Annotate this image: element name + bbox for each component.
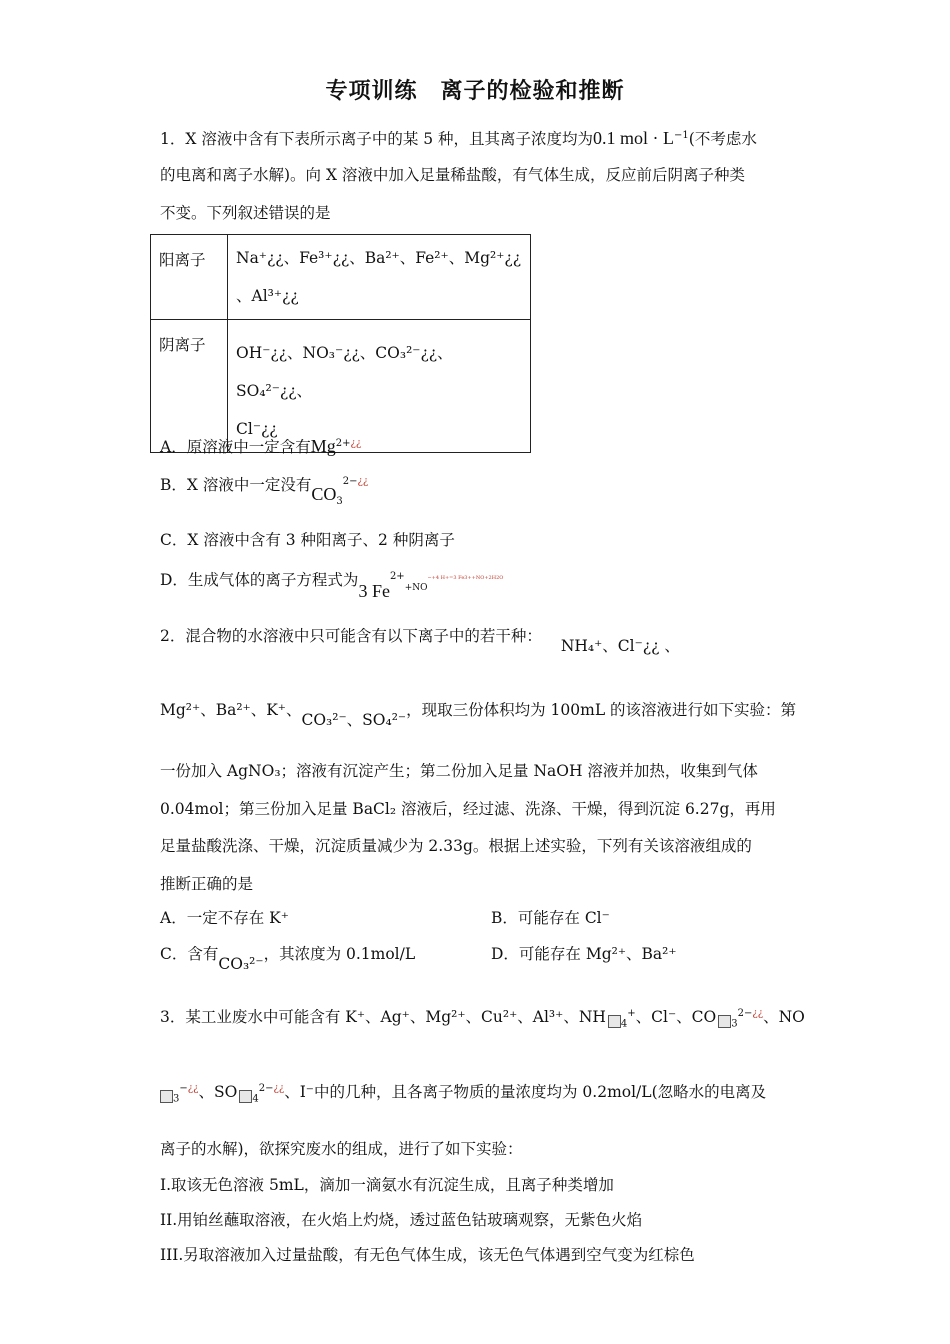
q1-option-d-text: D．生成气体的离子方程式为 <box>160 571 359 590</box>
q3-stem-line2: $_3$−¿¿、SO $_4^{2-¿¿}$、I⁻中的几种，且各离子物质的量浓度均为 0.2mol/L(忽略水的电离及 <box>160 1079 766 1103</box>
q1-concentration-exponent: −1 <box>674 129 689 141</box>
q1-option-c: C．X 溶液中含有 3 种阳离子、2 种阴离子 <box>160 531 455 549</box>
q1-option-a-ion: Mg <box>310 436 336 457</box>
anion-list <box>228 320 531 453</box>
q3-ion-list-2: 、Cl⁻、CO <box>635 1008 717 1027</box>
missing-glyph-box <box>608 1015 621 1028</box>
q1-option-d-tail: +NO <box>404 583 428 594</box>
q1-option-b-charge: 2− <box>342 476 358 487</box>
anion-row <box>151 320 531 453</box>
q2-stem-line1 <box>160 626 680 655</box>
q1-option-d-garbled: −+4 H+=3 Fe3++NO+2H2O <box>427 575 504 581</box>
cation-list-line1: Na⁺¿¿、Fe³⁺¿¿、Ba²⁺、Fe²⁺、Mg²⁺¿¿ <box>236 249 522 267</box>
q2-ion-list-3: CO₃²⁻、SO₄²⁻ <box>301 711 407 729</box>
q2-stem-text-2: ，现取三份体积均为 100mL 的该溶液进行如下实验：第 <box>406 701 797 719</box>
q2-option-b: B．可能存在 Cl⁻ <box>491 909 610 927</box>
q2-ion-list-1: NH₄⁺、Cl⁻¿¿ 、 <box>560 637 680 655</box>
q1-stem-line1 <box>160 128 757 149</box>
q2-option-c <box>160 944 416 973</box>
anion-header: 阴离子 <box>151 320 228 453</box>
q1-stem-text: 1．X 溶液中含有下表所示离子中的某 5 种，且其离子浓度均为 <box>160 130 594 148</box>
q1-stem-line2: 的电离和离子水解)。向 X 溶液中加入足量稀盐酸，有气体生成，反应前后阴离子种类 <box>160 166 745 184</box>
q3-stem-line3: 离子的水解)，欲探究废水的组成，进行了如下实验： <box>160 1140 523 1158</box>
missing-glyph-box <box>718 1015 731 1028</box>
q1-option-d-equation: 3 Fe <box>358 581 390 602</box>
q3-step-2: II.用铂丝蘸取溶液，在火焰上灼烧，透过蓝色钴玻璃观察，无紫色火焰 <box>160 1211 643 1229</box>
q3-ion-list-1: 3．某工业废水中可能含有 K⁺、Ag⁺、Mg²⁺、Cu²⁺、Al³⁺、NH <box>160 1008 606 1027</box>
q2-stem-line5: 足量盐酸洗涤、干燥，沉淀质量减少为 2.33g。根据上述实验，下列有关该溶液组成的 <box>160 837 752 855</box>
q1-option-d <box>160 568 504 602</box>
q3-ion-list-4: 、SO <box>198 1083 238 1102</box>
q1-option-b: B．X 溶液中一定没有$CO_3^{2-¿¿}$ <box>160 476 369 508</box>
cation-row <box>151 235 531 320</box>
ion-table <box>150 234 531 453</box>
q1-option-d-charge: 2+ <box>389 571 405 582</box>
anion-list-line2: Cl⁻¿¿ <box>236 420 278 438</box>
q2-stem-line2 <box>160 700 797 729</box>
q2-stem-line4: 0.04mol；第三份加入足量 BaCl₂ 溶液后，经过滤、洗涤、干燥，得到沉淀 6.27g，再用 <box>160 800 776 818</box>
q1-stem-line3: 不变。下列叙述错误的是 <box>160 204 331 222</box>
q3-step-1: I.取该无色溶液 5mL，滴加一滴氨水有沉淀生成，且离子种类增加 <box>160 1176 614 1194</box>
q3-step-3: III.另取溶液加入过量盐酸，有无色气体生成，该无色气体遇到空气变为红棕色 <box>160 1246 695 1264</box>
cation-list-line2: 、Al³⁺¿¿ <box>236 287 299 305</box>
q2-stem-text: 2．混合物的水溶液中只可能含有以下离子中的若干种： <box>160 627 542 645</box>
q1-option-a-charge: 2+ <box>335 438 351 449</box>
q1-concentration: 0.1 mol · L <box>593 128 675 148</box>
q2-stem-line3: 一份加入 AgNO₃；溶液有沉淀产生；第二份加入足量 NaOH 溶液并加热，收集到气体 <box>160 762 758 780</box>
q1-option-b-ion: CO <box>311 484 337 505</box>
anion-list-line1: OH⁻¿¿、NO₃⁻¿¿、CO₃²⁻¿¿、SO₄²⁻¿¿、 <box>236 344 453 400</box>
q1-option-a: A．原溶液中一定含有$Mg^{2+¿¿}$ <box>160 436 362 457</box>
missing-glyph-box <box>239 1090 252 1103</box>
page-title: 专项训练 离子的检验和推断 <box>325 78 625 104</box>
q2-option-c-tail: ，其浓度为 0.1mol/L <box>263 945 416 963</box>
cation-list <box>228 235 531 320</box>
q2-option-a: A．一定不存在 K⁺ <box>160 909 289 927</box>
cation-header: 阳离子 <box>151 235 228 320</box>
q1-stem-note: (不考虑水 <box>688 130 757 148</box>
q2-ion-list-2: Mg²⁺、Ba²⁺、K⁺、 <box>160 701 302 719</box>
q3-stem-line1: 3．某工业废水中可能含有 K⁺、Ag⁺、Mg²⁺、Cu²⁺、Al³⁺、NH $_4$+、Cl⁻、CO $_3^{2-¿¿}$、NO <box>160 1008 805 1030</box>
q2-stem-line6: 推断正确的是 <box>160 875 254 893</box>
q1-option-b-text: B．X 溶液中一定没有 <box>160 476 312 495</box>
q1-option-b-subscript: 3 <box>336 496 343 508</box>
q1-option-a-text: A．原溶液中一定含有 <box>160 438 311 457</box>
q2-option-c-text: C．含有 <box>160 945 219 963</box>
q3-ion-list-3: 、NO <box>763 1008 805 1027</box>
q2-option-d: D．可能存在 Mg²⁺、Ba²⁺ <box>491 945 677 963</box>
q2-option-c-ion: CO₃²⁻ <box>218 955 264 973</box>
missing-glyph-box <box>160 1090 173 1103</box>
q3-stem-text: 、I⁻中的几种，且各离子物质的量浓度均为 0.2mol/L(忽略水的电离及 <box>284 1083 767 1102</box>
